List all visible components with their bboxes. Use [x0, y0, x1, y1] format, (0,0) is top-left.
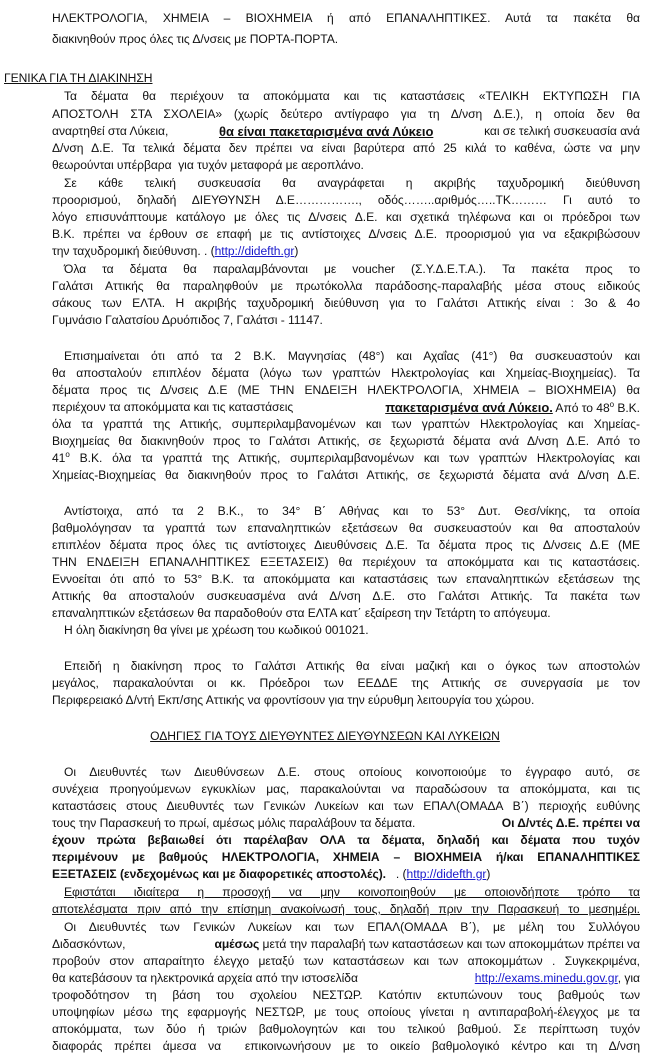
text-line — [52, 972, 640, 984]
text-segment: περιέχουν τα αποκόμματα και τις καταστάσεις — [52, 400, 294, 414]
text-line — [52, 868, 490, 880]
text-line: αποτελέσματα πριν από την επίσημη ανακοίνωσή τους, δηλαδή πριν την Παρασκευή το μεσημέρι. — [52, 902, 640, 916]
text-line: ΑΠΟΣΤΟΛΗ ΣΤΑ ΣΧΟΛΕΙΑ» (χωρίς δεύτερο αντίγραφο για τη Δ/νση Δ.Ε.), η οποία δεν θα — [52, 107, 640, 121]
superscript: o — [609, 399, 615, 409]
text-line: Η όλη διακίνηση θα γίνει με χρέωση του κωδικού 001021. — [64, 623, 369, 637]
text-line: Β.Κ. πρέπει να έρθουν σε επαφή με τις αντίστοιχες Δ/νσεις Δ.Ε. προορισμού για να εξακριβώσουν — [52, 227, 640, 241]
text-segment: θα κατεβάσουν τα ηλεκτρονικά αρχεία από την ιστοσελίδα — [52, 971, 358, 985]
text-segment: ) — [294, 244, 299, 258]
didefth-link[interactable]: http://didefth.gr — [406, 867, 487, 881]
text-line: Εννοείται ότι από το 53° Β.Κ. τα αποκόμματα και καταστάσεις των επαναληπτικών εξετάσεων της — [52, 572, 640, 586]
text-line: Σε κάθε τελική συσκευασία θα αναγράφεται η ακριβής ταχυδρομική διεύθυνση — [64, 176, 640, 190]
text-line: Εφιστάται ιδιαίτερα η προσοχή να μην κοινοποιηθούν με οποιονδήποτε τρόπο τα — [64, 885, 640, 899]
text-segment: Β.Κ. όλα τα γραπτά της Αττικής, συμπεριλαμβανομένων και των γραπτών Ηλεκτρολογίας και — [69, 451, 640, 465]
text-line: ΗΛΕΚΤΡΟΛΟΓΙΑ, ΧΗΜΕΙΑ – ΒΙΟΧΗΜΕΙΑ ή από ΕΠΑΝΑΛΗΠΤΙΚΕΣ. Αυτά τα πακέτα θα — [52, 11, 640, 25]
text-line: Δ/νση Δ.Ε. Τα τελικά δέματα δεν πρέπει να είναι βαρύτερα από 25 κιλά το καθένα, ώστε να μην — [52, 141, 640, 155]
text-line: σάκους των ΕΛΤΑ. Η ακριβής ταχυδρομική διεύθυνση για το Γαλάτσι Αττικής είναι : 3ο & 4ο — [52, 296, 640, 310]
text-line: Επισημαίνεται ότι από τα 2 Β.Κ. Μαγνησίας (48°) και Αχαΐας (41°) θα συσκευαστούν και — [64, 349, 640, 363]
emphasis-text: ΕΞΕΤΑΣΕΙΣ (ενδεχομένως και με διαφορετικές αποστολές). — [52, 867, 386, 881]
text-segment: ) — [486, 867, 491, 881]
superscript: o — [65, 449, 70, 459]
text-line: διαφοράς πρέπει άμεσα να επικοινωνήσουν με το οικείο βαθμολογικό κέντρο και τη Δ/νση — [52, 1039, 640, 1053]
text-segment: . ( — [385, 867, 407, 881]
text-line: όλα τα γραπτά της Αττικής, συμπεριλαμβανομένων και των γραπτών Ηλεκτρολογίας και Χημείας- — [52, 417, 640, 431]
text-line: διακινηθούν προς όλες τις Δ/νσεις με ΠΟΡΤΑ-ΠΟΡΤΑ. — [52, 32, 339, 46]
text-line: προβούν στον απαραίτητο έλεγχο μεταξύ των καταστάσεων και των αποκομμάτων . Συγκεκριμένα, — [52, 954, 640, 968]
text-segment: Διδασκόντων, — [52, 937, 126, 951]
text-line — [52, 449, 640, 465]
text-line — [52, 817, 640, 829]
text-line: τροφοδότησον τη βάση του σχολείου ΝΕΣΤΩΡ. Κατόπιν εκτυπώνουν τους βαθμούς των — [52, 988, 640, 1002]
text-line: δέματα προς τις Δ/νσεις Δ.Ε (ΜΕ ΤΗΝ ΕΝΔΕΙΞΗ ΗΛΕΚΤΡΟΛΟΓΙΑ, ΧΗΜΕΙΑ – ΒΙΟΧΗΜΕΙΑ) θα — [52, 383, 640, 397]
text-line: Γυμνάσιο Γαλατσίου Δρυόπιδος 7, Γαλάτσι - 11147. — [52, 313, 323, 327]
text-line: Βιοχημείας θα διακινηθούν προς το Γαλάτσι Αττικής, σε ξεχωριστά δέματα ανά Δ/νση Δ.Ε. Από το — [52, 434, 640, 448]
text-segment: , για — [617, 971, 640, 985]
text-segment: τους την Παρασκευή το πρωί, αμέσως μόλις παραλάβουν τα δέματα. — [52, 816, 416, 830]
text-line: επαναληπτικών εξετάσεων θα παραδοθούν στα ΕΛΤΑ κατ΄ εξαίρεση την Τετάρτη το απόγευμα. — [52, 606, 551, 620]
text-line — [52, 401, 640, 414]
text-line: Οι Διευθυντές των Διευθύνσεων Δ.Ε. στους οποίους κοινοποιούμε το έγγραφο αυτό, σε — [64, 765, 640, 779]
text-line: θεωρούνται υπέρβαρα για τυχόν μεταφορά με αεροπλάνο. — [52, 158, 364, 172]
text-line: καταστάσεις στους Διευθυντές των Γενικών Λυκείων και των ΕΠΑΛ(ΟΜΑΔΑ Β΄) περιοχής ευθύνης — [52, 799, 640, 813]
text-line: Επειδή η διακίνηση προς το Γαλάτσι Αττικής θα είναι μαζική και ο όγκος των αποστολών — [64, 659, 640, 673]
text-line: βαθμολόγησαν τα γραπτά των επαναληπτικών εξετάσεων θα συσκευαστούν και θα αποσταλούν — [52, 521, 640, 535]
text-line: λόγο επισυνάπτουμε κατάλογο με όλες τις Δ/νσεις Δ.Ε. και σχετικά τηλέφωνα και οι πρόεδροι των — [52, 210, 640, 224]
didefth-link[interactable]: http://didefth.gr — [214, 244, 295, 258]
text-segment: μετά την παραλαβή των καταστάσεων και των αποκομμάτων πρέπει να — [259, 937, 640, 951]
text-line — [52, 125, 640, 138]
text-line — [52, 938, 640, 950]
text-line: Χημείας-Βιοχημείας θα διακινηθούν προς το Γαλάτσι Αττικής, σε ξεχωριστά δέματα ανά Δ/νση Δ.Ε. — [52, 468, 640, 482]
text-segment: αναρτηθεί στα Λύκεια, — [52, 124, 169, 138]
text-line: Όλα τα δέματα θα παραλαμβάνονται με voucher (Σ.Υ.Δ.Ε.Τ.Α.). Τα πακέτα προς το — [64, 262, 640, 276]
text-line: επιπλέον δέματα προς όλες τις αντίστοιχες Διευθύνσεις Δ.Ε. Τα δέματα προς τις Δ/νσεις Δ.Ε (ΜΕ — [52, 538, 640, 552]
emphasis-text: αμέσως — [214, 937, 260, 951]
text-line: προορισμού, δηλαδή ΔΙΕΥΘΥΝΣΗ Δ.Ε……………., οδός……..αριθμός…..ΤΚ……… Γι αυτό το — [52, 193, 640, 207]
text-line: θα αποσταλούν επιπλέον δέματα (λόγω των γραπτών Ηλεκτρολογίας και Χημείας-Βιοχημείας). Τα — [52, 366, 640, 380]
section-heading: ΓΕΝΙΚΑ ΓΙΑ ΤΗ ΔΙΑΚΙΝΗΣΗ — [4, 71, 153, 85]
text-line: υποψηφίων μέσω της εφαρμογής ΝΕΣΤΩΡ, με τους οποίους γίνεται η αντιπαραβολή-έλεγχος με τα — [52, 1005, 640, 1019]
text-line: Οι Διευθυντές των Γενικών Λυκείων και των ΕΠΑΛ(ΟΜΑΔΑ Β΄), με μέλη του Συλλόγου — [64, 920, 640, 934]
emphasis-line: περιμένουν με βαθμούς ΗΛΕΚΤΡΟΛΟΓΙΑ, ΧΗΜΕΙΑ – ΒΙΟΧΗΜΕΙΑ ή/και ΕΠΑΝΑΛΗΠΤΙΚΕΣ — [52, 850, 640, 864]
section-heading: ΟΔΗΓΙΕΣ ΓΙΑ ΤΟΥΣ ΔΙΕΥΘΥΝΤΕΣ ΔΙΕΥΘΥΝΣΕΩΝ ΚΑΙ ΛΥΚΕΙΩΝ — [150, 729, 500, 743]
text-line: αποκόμματα, των δύο ή τριών βαθμολογητών και του τελικού βαθμού. Σε περίπτωση τυχόν — [52, 1022, 640, 1036]
text-line: ΤΗΝ ΕΝΔΕΙΞΗ ΕΠΑΝΑΛΗΠΤΙΚΕΣ ΕΞΕΤΑΣΕΙΣ) θα περιέχουν τα αποκόμματα και τις καταστάσεις. — [52, 555, 640, 569]
text-line: συνέχεια προηγούμενων εγκυκλίων μας, παρακαλούνται να παραδώσουν τα αποκόμματα, και τις — [52, 782, 640, 796]
text-line: μεγάλος, παρακαλούνται οι κκ. Πρόεδροι των ΕΕΔΔΕ της Αττικής σε συνεργασία με τον — [52, 676, 640, 690]
exams-link[interactable]: http://exams.minedu.gov.gr — [474, 971, 618, 985]
text-segment: και σε τελική συσκευασία ανά — [484, 124, 640, 138]
text-line: Αττικής θα αποσταλούν συσκευασμένα ανά Δ/νση Δ.Ε. στο Γαλάτσι Αττικής. Τα πακέτα των — [52, 589, 640, 603]
text-line — [52, 245, 298, 257]
text-line: Αντίστοιχα, από τα 2 Β.Κ., το 34° Β΄ Αθήνας και το 53° Δυτ. Θεσ/νίκης, τα οποία — [64, 504, 640, 518]
text-segment: Β.Κ. — [614, 401, 640, 415]
emphasis-text: πακεταρισμένα ανά Λύκειο. — [385, 400, 553, 415]
emphasis-text: θα είναι πακεταρισμένα ανά Λύκειο — [218, 124, 434, 139]
text-segment: την ταχυδρομική διεύθυνση. . ( — [52, 244, 215, 258]
emphasis-line: έχουν πρώτα βεβαιωθεί ότι παρέλαβαν ΟΛΑ τα δέματα, δηλαδή και δέματα που τυχόν — [52, 833, 640, 847]
text-segment: 41 — [52, 451, 66, 465]
text-line: Περιφερειακό Δ/ντή Εκπ/σης Αττικής να φροντίσουν για την εύρυθμη λειτουργία του χώρου. — [52, 693, 535, 707]
text-line: Τα δέματα θα περιέχουν τα αποκόμματα και τις καταστάσεις «ΤΕΛΙΚΗ ΕΚΤΥΠΩΣΗ ΓΙΑ — [64, 89, 640, 103]
text-segment: Από το 48 — [552, 401, 610, 415]
text-line: Γαλάτσι Αττικής θα παραληφθούν με πρωτόκολλα παράδοσης-παραλαβής μέσα στους ειδικούς — [52, 279, 640, 293]
emphasis-text: Οι Δ/ντές Δ.Ε. πρέπει να — [501, 816, 640, 830]
